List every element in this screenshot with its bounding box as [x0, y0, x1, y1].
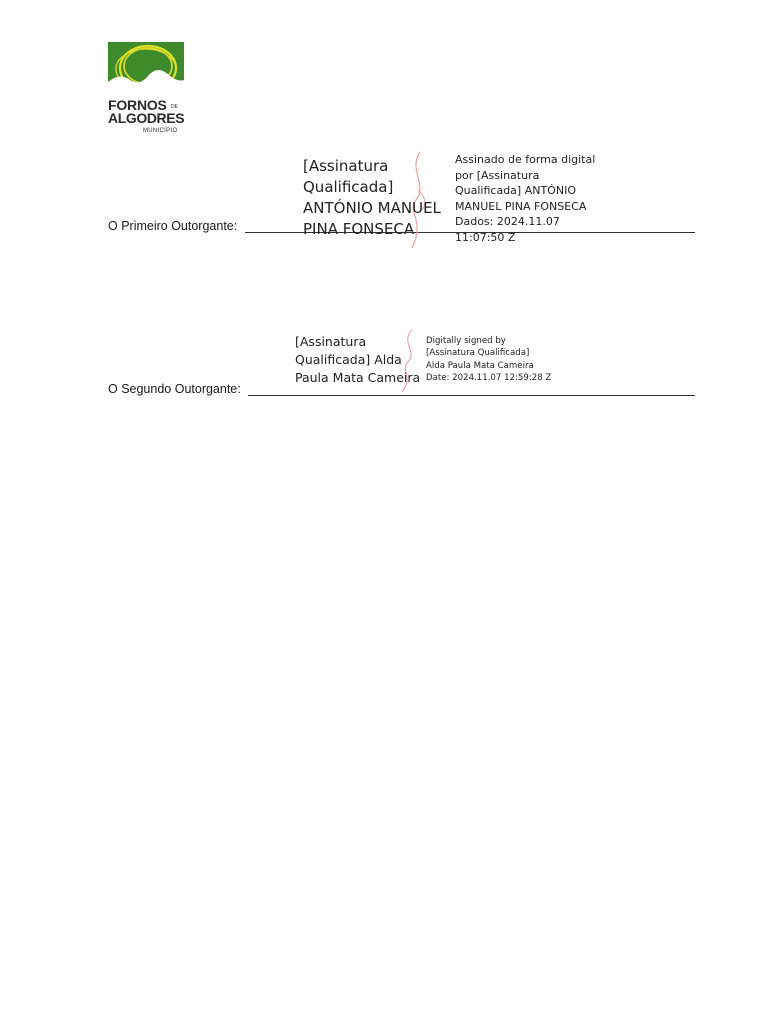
second-signature-name-line: Qualificada] Alda — [295, 352, 402, 367]
logo-line-municipio: MUNICÍPIO — [143, 128, 178, 134]
second-signature-detail-line: Alda Paula Mata Cameira — [426, 360, 534, 371]
second-signature-detail — [426, 335, 566, 384]
second-signature-detail-line: Date: 2024.11.07 12:59:28 Z — [426, 372, 552, 383]
second-grantor-signature-line — [248, 395, 695, 396]
municipality-logo — [108, 42, 184, 138]
first-signature-detail-line: por [Assinatura — [455, 168, 540, 182]
first-signature-name-line: ANTÓNIO MANUEL — [303, 199, 441, 217]
second-signature-detail-line: [Assinatura Qualificada] — [426, 348, 530, 359]
first-signature-name-line: PINA FONSECA — [303, 220, 415, 238]
first-signature-name-line: [Assinatura — [303, 157, 389, 175]
second-signature-name — [295, 333, 435, 387]
fornos-de-algodres-emblem-icon — [108, 42, 184, 97]
first-signature-detail — [455, 152, 615, 245]
logo-line-fornos: FORNOS — [108, 97, 167, 113]
second-signature-name-line: [Assinatura — [295, 334, 367, 349]
first-signature-name — [303, 156, 473, 240]
first-signature-detail-line: Dados: 2024.11.07 — [455, 215, 560, 228]
second-signature-name-line: Paula Mata Cameira — [295, 370, 421, 385]
first-grantor-label: O Primeiro Outorgante: — [108, 219, 238, 233]
logo-line-algodres: ALGODRES — [108, 110, 185, 126]
logo-connector: DE — [171, 104, 178, 110]
first-signature-detail-line: Qualificada] ANTÓNIO — [455, 184, 576, 197]
first-signature-detail-line: MANUEL PINA FONSECA — [455, 199, 587, 213]
first-signature-name-line: Qualificada] — [303, 178, 394, 196]
second-signature-detail-line: Digitally signed by — [426, 336, 506, 346]
second-grantor-label: O Segundo Outorgante: — [108, 382, 241, 396]
first-signature-detail-line: 11:07:50 Z — [455, 230, 516, 244]
first-signature-detail-line: Assinado de forma digital — [455, 153, 596, 166]
